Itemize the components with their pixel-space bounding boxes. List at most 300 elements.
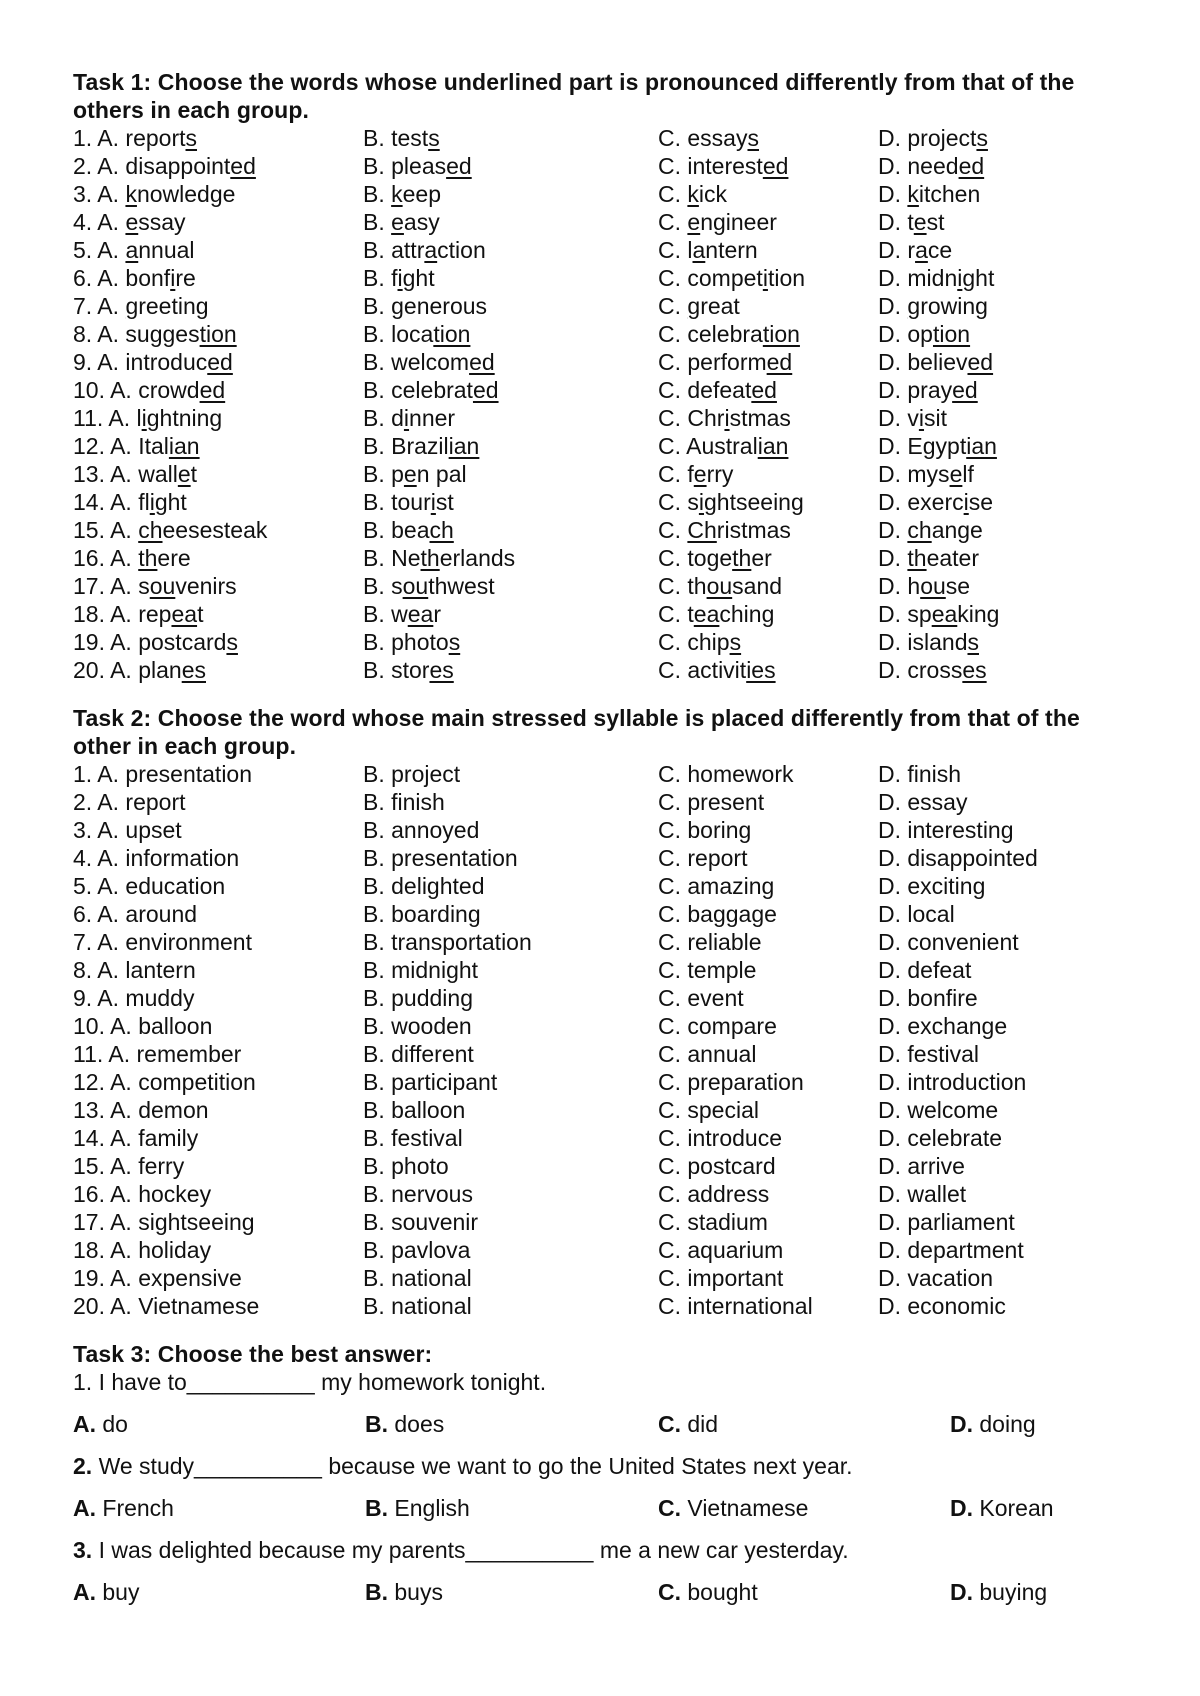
task1-option-d[interactable] bbox=[878, 656, 987, 684]
task1-option-d[interactable] bbox=[878, 124, 988, 152]
task2-option-a[interactable]: 19. A. expensive bbox=[73, 1265, 242, 1291]
task2-option-c[interactable]: C. amazing bbox=[658, 873, 775, 899]
underlined-part: ed bbox=[446, 153, 472, 179]
task1-option-d[interactable] bbox=[878, 348, 993, 376]
task2-option-d[interactable]: D. convenient bbox=[878, 929, 1019, 955]
option-text: 7. A. bbox=[73, 293, 126, 319]
task2-option-b[interactable]: B. participant bbox=[363, 1069, 498, 1095]
underlined-part: i bbox=[403, 405, 410, 431]
underlined-part: Ch bbox=[687, 517, 717, 543]
task2-option-b[interactable]: B. different bbox=[363, 1041, 474, 1067]
underlined-part: ch bbox=[429, 517, 454, 543]
task2-option-d[interactable]: D. parliament bbox=[878, 1209, 1015, 1235]
task1-item-11 bbox=[73, 404, 1133, 432]
task1-option-c[interactable] bbox=[658, 180, 727, 208]
underlined-part: s bbox=[976, 125, 988, 151]
task2-item-18 bbox=[73, 1236, 1133, 1264]
task2-option-c[interactable]: C. stadium bbox=[658, 1209, 768, 1235]
task2-option-b[interactable]: B. balloon bbox=[363, 1097, 466, 1123]
task2-option-b[interactable]: B. pavlova bbox=[363, 1237, 471, 1263]
task2-option-b[interactable]: B. pudding bbox=[363, 985, 473, 1011]
task1-item-6 bbox=[73, 264, 1133, 292]
task2-option-a[interactable]: 6. A. around bbox=[73, 901, 198, 927]
underlined-part: ch bbox=[138, 517, 163, 543]
option-text: 13. A. wall bbox=[73, 461, 178, 487]
task1-option-a[interactable] bbox=[73, 404, 222, 432]
task2-option-b[interactable]: B. festival bbox=[363, 1125, 463, 1151]
task1-option-a[interactable] bbox=[73, 488, 187, 516]
task1-option-b[interactable] bbox=[363, 264, 435, 292]
task1-option-d[interactable] bbox=[878, 208, 944, 236]
task2-option-b[interactable]: B. souvenir bbox=[363, 1209, 479, 1235]
task1-option-d[interactable] bbox=[878, 544, 979, 572]
task2-option-a[interactable]: 11. A. remember bbox=[73, 1041, 242, 1067]
task2-option-a[interactable]: 20. A. Vietnamese bbox=[73, 1293, 260, 1319]
underlined-part: i bbox=[918, 405, 925, 431]
task1-option-d[interactable] bbox=[878, 152, 984, 180]
task1-item-13 bbox=[73, 460, 1133, 488]
option-text: D. project bbox=[878, 125, 977, 151]
underlined-part: ou bbox=[149, 573, 176, 599]
task3-option-b[interactable] bbox=[365, 1410, 444, 1438]
option-text: B. w bbox=[363, 601, 408, 627]
task1-option-d[interactable] bbox=[878, 600, 999, 628]
task2-option-a[interactable]: 7. A. environment bbox=[73, 929, 252, 955]
task1-option-d[interactable] bbox=[878, 572, 970, 600]
task3-option-a[interactable] bbox=[73, 1494, 174, 1522]
worksheet bbox=[73, 68, 1133, 1620]
option-text: ghtning bbox=[146, 405, 223, 431]
task3-questions bbox=[73, 1368, 1133, 1606]
task2-option-d[interactable]: D. wallet bbox=[878, 1181, 967, 1207]
task2-option-d[interactable]: D. exciting bbox=[878, 873, 986, 899]
underlined-part: ed bbox=[762, 153, 789, 179]
task1-option-a[interactable] bbox=[73, 628, 238, 656]
task2-option-d[interactable]: D. exchange bbox=[878, 1013, 1008, 1039]
option-text: C. perform bbox=[658, 349, 767, 375]
task2-option-c[interactable]: C. event bbox=[658, 985, 744, 1011]
task1-option-c[interactable] bbox=[658, 152, 788, 180]
task2-option-a[interactable]: 15. A. ferry bbox=[73, 1153, 185, 1179]
task2-option-a[interactable]: 1. A. presentation bbox=[73, 761, 253, 787]
task3-option-d[interactable] bbox=[950, 1578, 1047, 1606]
task1-option-b[interactable] bbox=[363, 516, 454, 544]
task2-option-c[interactable]: C. special bbox=[658, 1097, 759, 1123]
task1-item-8 bbox=[73, 320, 1133, 348]
underlined-part: ea bbox=[407, 601, 434, 627]
task1-option-b[interactable] bbox=[363, 572, 495, 600]
option-text: B. celebrat bbox=[363, 377, 473, 403]
task2-option-b[interactable]: B. project bbox=[363, 761, 461, 787]
option-text: C. t bbox=[658, 601, 694, 627]
task1-option-b[interactable] bbox=[363, 292, 487, 320]
task1-option-b[interactable] bbox=[363, 320, 470, 348]
task1-option-a[interactable] bbox=[73, 236, 195, 264]
underlined-part: ed bbox=[751, 377, 777, 403]
task2-item-13 bbox=[73, 1096, 1133, 1124]
task1-option-b[interactable] bbox=[363, 208, 440, 236]
task2-option-c[interactable]: C. important bbox=[658, 1265, 784, 1291]
task2-title-line2: other in each group. bbox=[73, 733, 297, 759]
task3-option-b[interactable] bbox=[365, 1494, 470, 1522]
task1-option-b[interactable] bbox=[363, 124, 440, 152]
task3-section bbox=[73, 1340, 1133, 1606]
task2-option-a[interactable]: 5. A. education bbox=[73, 873, 226, 899]
task1-option-c[interactable] bbox=[658, 376, 777, 404]
option-text: stmas bbox=[729, 405, 791, 431]
option-letter: D. bbox=[950, 1411, 973, 1437]
underlined-part: i bbox=[762, 265, 768, 291]
task2-option-c[interactable]: C. present bbox=[658, 789, 765, 815]
task1-option-a[interactable] bbox=[73, 208, 186, 236]
task2-option-a[interactable]: 12. A. competition bbox=[73, 1069, 256, 1095]
option-text: ristmas bbox=[716, 517, 791, 543]
option-text: 15. A. bbox=[73, 517, 139, 543]
option-text: ction bbox=[437, 237, 486, 263]
task1-option-c[interactable] bbox=[658, 348, 792, 376]
task2-option-b[interactable]: B. wooden bbox=[363, 1013, 472, 1039]
task1-option-b[interactable] bbox=[363, 180, 441, 208]
task2-item-9 bbox=[73, 984, 1133, 1012]
underlined-part: es bbox=[181, 657, 206, 683]
option-text: do bbox=[96, 1411, 128, 1437]
task1-option-d[interactable] bbox=[878, 432, 997, 460]
task2-option-a[interactable]: 9. A. muddy bbox=[73, 985, 195, 1011]
task2-option-b[interactable]: B. delighted bbox=[363, 873, 485, 899]
task1-option-b[interactable] bbox=[363, 236, 486, 264]
underlined-part: e bbox=[913, 209, 927, 235]
underlined-part: ian bbox=[168, 433, 200, 459]
option-text: bought bbox=[681, 1579, 758, 1605]
task1-option-a[interactable] bbox=[73, 376, 225, 404]
option-text: B. bbox=[363, 209, 392, 235]
option-text: C. bbox=[658, 181, 688, 207]
underlined-part: e bbox=[125, 209, 139, 235]
task1-option-c[interactable] bbox=[658, 628, 741, 656]
underlined-part: ea bbox=[171, 601, 198, 627]
task1-option-a[interactable] bbox=[73, 320, 237, 348]
option-text: buy bbox=[96, 1579, 140, 1605]
task2-item-7 bbox=[73, 928, 1133, 956]
task2-item-5 bbox=[73, 872, 1133, 900]
underlined-part: a bbox=[915, 237, 928, 263]
task2-option-b[interactable]: B. national bbox=[363, 1293, 472, 1319]
option-text: sand bbox=[732, 573, 783, 599]
option-text: 19. A. postcard bbox=[73, 629, 227, 655]
task1-option-a[interactable] bbox=[73, 460, 197, 488]
task2-option-d[interactable]: D. essay bbox=[878, 789, 968, 815]
task1-option-a[interactable] bbox=[73, 124, 197, 152]
underlined-part: s bbox=[747, 125, 759, 151]
task2-option-b[interactable]: B. national bbox=[363, 1265, 472, 1291]
task1-option-c[interactable] bbox=[658, 516, 791, 544]
underlined-part: e bbox=[693, 461, 707, 487]
task2-item-2 bbox=[73, 788, 1133, 816]
underlined-part: g bbox=[687, 293, 701, 319]
task1-option-a[interactable] bbox=[73, 516, 267, 544]
task2-item-16 bbox=[73, 1180, 1133, 1208]
option-text: B. photo bbox=[363, 629, 449, 655]
task3-option-c[interactable] bbox=[658, 1410, 718, 1438]
task1-option-c[interactable] bbox=[658, 292, 740, 320]
task2-option-d[interactable]: D. welcome bbox=[878, 1097, 999, 1123]
task2-option-a[interactable]: 3. A. upset bbox=[73, 817, 182, 843]
task1-option-b[interactable] bbox=[363, 656, 454, 684]
task1-option-a[interactable] bbox=[73, 432, 200, 460]
task3-option-b[interactable] bbox=[365, 1578, 443, 1606]
option-text: B. bbox=[363, 181, 392, 207]
task2-item-17 bbox=[73, 1208, 1133, 1236]
task2-option-c[interactable]: C. compare bbox=[658, 1013, 777, 1039]
task2-option-c[interactable]: C. report bbox=[658, 845, 748, 871]
task2-option-a[interactable]: 2. A. report bbox=[73, 789, 186, 815]
task2-option-a[interactable]: 18. A. holiday bbox=[73, 1237, 212, 1263]
task2-option-c[interactable]: C. aquarium bbox=[658, 1237, 784, 1263]
task3-option-d[interactable] bbox=[950, 1410, 1036, 1438]
task2-option-b[interactable]: B. photo bbox=[363, 1153, 449, 1179]
task2-option-b[interactable]: B. nervous bbox=[363, 1181, 473, 1207]
task1-option-b[interactable] bbox=[363, 348, 495, 376]
task3-option-d[interactable] bbox=[950, 1494, 1054, 1522]
option-text: C. bbox=[658, 517, 688, 543]
task1-option-a[interactable] bbox=[73, 656, 206, 684]
task1-option-d[interactable] bbox=[878, 488, 993, 516]
option-letter: B. bbox=[365, 1495, 388, 1521]
task3-option-c[interactable] bbox=[658, 1578, 758, 1606]
option-text: C. chip bbox=[658, 629, 730, 655]
task1-option-b[interactable] bbox=[363, 432, 479, 460]
task2-option-d[interactable]: D. local bbox=[878, 901, 955, 927]
task2-option-a[interactable]: 10. A. balloon bbox=[73, 1013, 213, 1039]
task3-option-a[interactable] bbox=[73, 1410, 128, 1438]
option-text: venirs bbox=[175, 573, 237, 599]
task2-item-20 bbox=[73, 1292, 1133, 1320]
underlined-part: i bbox=[170, 265, 176, 291]
underlined-part: ed bbox=[207, 349, 233, 375]
task2-option-a[interactable]: 8. A. lantern bbox=[73, 957, 196, 983]
option-text: B. tour bbox=[363, 489, 431, 515]
task1-option-d[interactable] bbox=[878, 320, 970, 348]
task2-option-c[interactable]: C. preparation bbox=[658, 1069, 804, 1095]
underlined-part: s bbox=[729, 629, 742, 655]
task2-option-b[interactable]: B. annoyed bbox=[363, 817, 480, 843]
option-text: itchen bbox=[918, 181, 981, 207]
option-text: B. p bbox=[363, 461, 404, 487]
task1-option-b[interactable] bbox=[363, 460, 467, 488]
task3-title: Task 3: Choose the best answer: bbox=[73, 1341, 433, 1367]
task1-option-c[interactable] bbox=[658, 544, 772, 572]
task2-option-c[interactable]: C. temple bbox=[658, 957, 757, 983]
task1-option-a[interactable] bbox=[73, 600, 203, 628]
task1-option-b[interactable] bbox=[363, 152, 472, 180]
option-text: 16. A. bbox=[73, 545, 139, 571]
task2-option-d[interactable]: D. economic bbox=[878, 1293, 1006, 1319]
option-text: t bbox=[190, 461, 198, 487]
task2-option-a[interactable]: 13. A. demon bbox=[73, 1097, 209, 1123]
task2-option-c[interactable]: C. boring bbox=[658, 817, 752, 843]
task2-option-d[interactable]: D. festival bbox=[878, 1041, 979, 1067]
task2-item-14 bbox=[73, 1124, 1133, 1152]
underlined-part: ian bbox=[757, 433, 789, 459]
task1-option-c[interactable] bbox=[658, 656, 776, 684]
option-text: D. sp bbox=[878, 601, 932, 627]
underlined-part: i bbox=[724, 405, 730, 431]
task2-option-a[interactable]: 16. A. hockey bbox=[73, 1181, 212, 1207]
task3-question-3 bbox=[73, 1536, 1133, 1564]
underlined-part: ea bbox=[693, 601, 720, 627]
task2-option-d[interactable]: D. department bbox=[878, 1237, 1024, 1263]
task3-option-a[interactable] bbox=[73, 1578, 139, 1606]
task1-option-a[interactable] bbox=[73, 292, 209, 320]
underlined-part: i bbox=[698, 489, 705, 515]
underlined-part: e bbox=[403, 461, 417, 487]
underlined-part: th bbox=[138, 545, 158, 571]
task1-option-b[interactable] bbox=[363, 404, 455, 432]
task1-option-a[interactable] bbox=[73, 544, 191, 572]
option-text: doing bbox=[973, 1411, 1036, 1437]
option-text: C. celebra bbox=[658, 321, 763, 347]
task2-option-c[interactable]: C. address bbox=[658, 1181, 770, 1207]
task1-option-c[interactable] bbox=[658, 124, 759, 152]
task1-item-9 bbox=[73, 348, 1133, 376]
task1-option-d[interactable] bbox=[878, 292, 988, 320]
task1-option-c[interactable] bbox=[658, 236, 758, 264]
task1-section bbox=[73, 68, 1133, 684]
task1-option-c[interactable] bbox=[658, 264, 805, 292]
task1-option-b[interactable] bbox=[363, 376, 499, 404]
task2-option-b[interactable]: B. transportation bbox=[363, 929, 532, 955]
task1-option-c[interactable] bbox=[658, 432, 788, 460]
task2-option-c[interactable]: C. reliable bbox=[658, 929, 762, 955]
task3-option-c[interactable] bbox=[658, 1494, 808, 1522]
task1-option-d[interactable] bbox=[878, 236, 952, 264]
option-text: 2. A. disappoint bbox=[73, 153, 231, 179]
task2-item-19 bbox=[73, 1264, 1133, 1292]
task2-option-d[interactable]: D. bonfire bbox=[878, 985, 978, 1011]
option-text: C. Austral bbox=[658, 433, 758, 459]
task2-option-c[interactable]: C. introduce bbox=[658, 1125, 783, 1151]
task1-option-a[interactable] bbox=[73, 180, 235, 208]
task2-option-d[interactable]: D. celebrate bbox=[878, 1125, 1003, 1151]
task1-option-d[interactable] bbox=[878, 376, 978, 404]
option-text: B. Ne bbox=[363, 545, 421, 571]
task2-option-b[interactable]: B. presentation bbox=[363, 845, 518, 871]
underlined-part: k bbox=[125, 181, 137, 207]
task2-option-b[interactable]: B. boarding bbox=[363, 901, 481, 927]
option-text: D. bbox=[878, 545, 908, 571]
underlined-part: s bbox=[967, 629, 979, 655]
question-number: 2. bbox=[73, 1453, 93, 1479]
task2-option-d[interactable]: D. vacation bbox=[878, 1265, 994, 1291]
task1-option-a[interactable] bbox=[73, 572, 237, 600]
option-text: ching bbox=[719, 601, 775, 627]
task2-item-15 bbox=[73, 1152, 1133, 1180]
task2-option-b[interactable]: B. finish bbox=[363, 789, 445, 815]
task2-option-c[interactable]: C. annual bbox=[658, 1041, 757, 1067]
task2-section bbox=[73, 704, 1133, 1320]
option-text: 3. A. bbox=[73, 181, 126, 207]
option-text: tion bbox=[767, 265, 806, 291]
task1-option-a[interactable] bbox=[73, 152, 256, 180]
task1-option-b[interactable] bbox=[363, 544, 515, 572]
task1-option-c[interactable] bbox=[658, 320, 800, 348]
underlined-part: th bbox=[907, 545, 927, 571]
option-text: reat bbox=[700, 293, 740, 319]
option-text: 20. A. plan bbox=[73, 657, 182, 683]
task1-option-d[interactable] bbox=[878, 404, 947, 432]
option-text: 14. A. fl bbox=[73, 489, 150, 515]
option-text: ght bbox=[154, 489, 187, 515]
underlined-part: a bbox=[424, 237, 438, 263]
option-text: does bbox=[388, 1411, 445, 1437]
task2-option-a[interactable]: 14. A. family bbox=[73, 1125, 199, 1151]
option-text: ce bbox=[927, 237, 953, 263]
underlined-part: ed bbox=[967, 349, 994, 375]
underlined-part: ed bbox=[472, 377, 499, 403]
option-text: B. pleas bbox=[363, 153, 447, 179]
task2-item-4 bbox=[73, 844, 1133, 872]
underlined-part: es bbox=[429, 657, 454, 683]
option-text: nnual bbox=[138, 237, 195, 263]
task2-option-c[interactable]: C. international bbox=[658, 1293, 813, 1319]
task1-item-19 bbox=[73, 628, 1133, 656]
task1-option-c[interactable] bbox=[658, 572, 782, 600]
option-text: D. t bbox=[878, 209, 914, 235]
option-letter: B. bbox=[365, 1411, 388, 1437]
task1-option-c[interactable] bbox=[658, 404, 791, 432]
underlined-part: tion bbox=[199, 321, 237, 347]
task2-option-d[interactable]: D. disappointed bbox=[878, 845, 1038, 871]
underlined-part: a bbox=[692, 237, 706, 263]
option-text: French bbox=[96, 1495, 174, 1521]
task2-option-d[interactable]: D. introduction bbox=[878, 1069, 1027, 1095]
task2-option-c[interactable]: C. homework bbox=[658, 761, 794, 787]
task1-item-7 bbox=[73, 292, 1133, 320]
task2-option-a[interactable]: 4. A. information bbox=[73, 845, 240, 871]
task1-item-18 bbox=[73, 600, 1133, 628]
option-text: B. Brazil bbox=[363, 433, 449, 459]
task1-option-d[interactable] bbox=[878, 264, 994, 292]
task1-option-b[interactable] bbox=[363, 488, 454, 516]
task1-option-d[interactable] bbox=[878, 460, 974, 488]
option-text: D. r bbox=[878, 237, 916, 263]
option-text: C. defeat bbox=[658, 377, 752, 403]
task2-option-d[interactable]: D. finish bbox=[878, 761, 962, 787]
task1-option-a[interactable] bbox=[73, 348, 233, 376]
option-letter: D. bbox=[950, 1495, 973, 1521]
task1-option-c[interactable] bbox=[658, 488, 804, 516]
task2-option-a[interactable]: 17. A. sightseeing bbox=[73, 1209, 255, 1235]
underlined-part: ea bbox=[931, 601, 958, 627]
task2-option-c[interactable]: C. postcard bbox=[658, 1153, 776, 1179]
task1-option-d[interactable] bbox=[878, 516, 983, 544]
task2-option-b[interactable]: B. midnight bbox=[363, 957, 479, 983]
task1-option-a[interactable] bbox=[73, 264, 196, 292]
task1-option-d[interactable] bbox=[878, 180, 980, 208]
option-text: rry bbox=[706, 461, 734, 487]
task1-option-c[interactable] bbox=[658, 600, 774, 628]
task1-option-c[interactable] bbox=[658, 208, 777, 236]
option-text: ghtseeing bbox=[704, 489, 804, 515]
task1-option-d[interactable] bbox=[878, 628, 979, 656]
task2-option-d[interactable]: D. interesting bbox=[878, 817, 1014, 843]
task2-option-d[interactable]: D. arrive bbox=[878, 1153, 965, 1179]
task1-option-b[interactable] bbox=[363, 628, 460, 656]
task2-option-d[interactable]: D. defeat bbox=[878, 957, 972, 983]
task1-option-b[interactable] bbox=[363, 600, 441, 628]
task2-option-c[interactable]: C. baggage bbox=[658, 901, 777, 927]
task1-option-c[interactable] bbox=[658, 460, 733, 488]
